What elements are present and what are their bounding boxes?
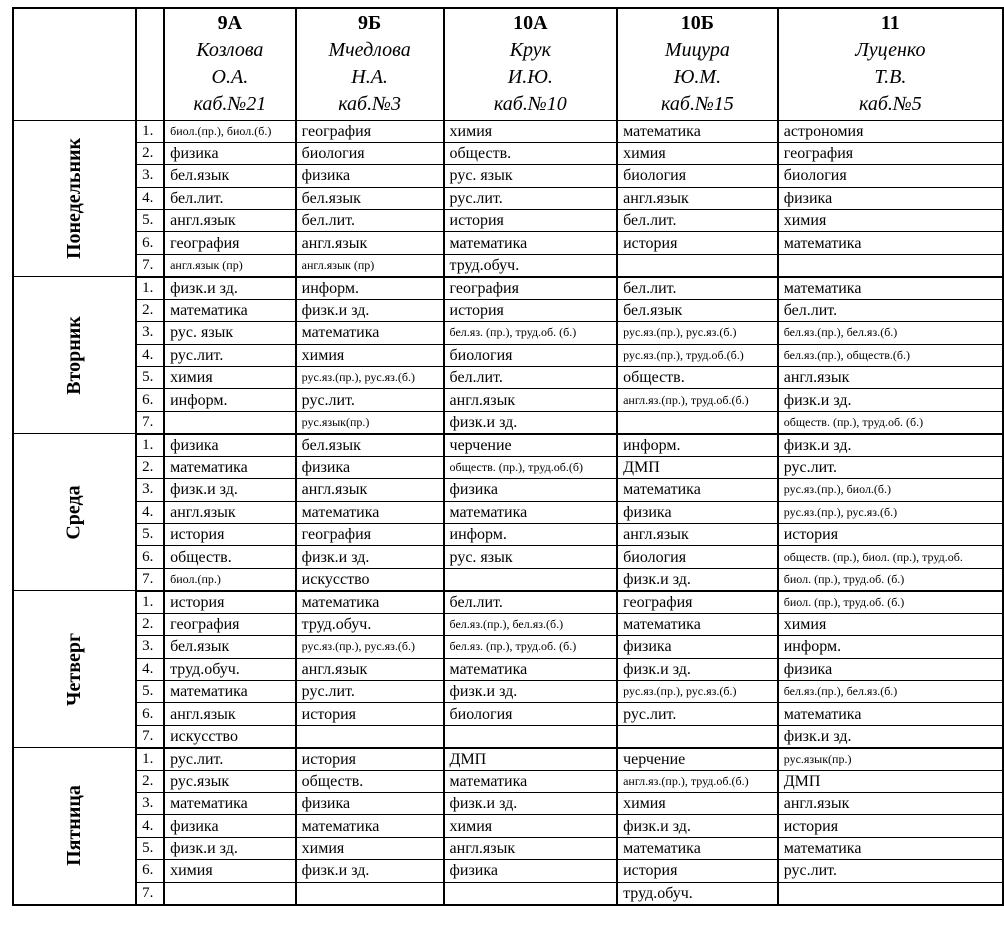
cell-10b: рус.лит. [617,703,778,725]
lesson-number: 5. [136,837,164,859]
cell-11: англ.язык [778,367,1003,389]
cell-10a: бел.лит. [444,367,618,389]
lesson-number: 2. [136,299,164,321]
lesson-number: 4. [136,815,164,837]
cell-10b: англ.язык [617,523,778,545]
cell-10b: ДМП [617,456,778,478]
lesson-number: 6. [136,860,164,882]
cell-9b: география [296,120,444,142]
table-row [13,725,1003,748]
cell-11: история [778,523,1003,545]
cell-9b: математика [296,591,444,614]
cell-11: биол. (пр.), труд.об. (б.) [778,591,1003,614]
table-row [13,120,1003,142]
cell-10b: география [617,591,778,614]
schedule-table [12,7,1004,906]
cell-10a: физк.и зд. [444,411,618,434]
cell-11: химия [778,613,1003,635]
cell-9b: рус.лит. [296,389,444,411]
cell-9a: физика [164,142,296,164]
cell-10b: физика [617,501,778,523]
cell-10b [617,254,778,277]
cell-9b: бел.язык [296,434,444,457]
cell-9a: математика [164,680,296,702]
cell-9b: англ.язык (пр) [296,254,444,277]
cell-10b: математика [617,837,778,859]
cell-10a: труд.обуч. [444,254,618,277]
cell-10b: рус.яз.(пр.), рус.яз.(б.) [617,680,778,702]
cell-10b: бел.лит. [617,277,778,300]
cell-9b: математика [296,322,444,344]
cell-11: бел.яз.(пр.), обществ.(б.) [778,344,1003,366]
table-row [13,882,1003,905]
cell-10b: информ. [617,434,778,457]
class-name: 10А [513,12,548,35]
cell-11: обществ. (пр.), биол. (пр.), труд.об. [778,546,1003,568]
cell-11 [778,882,1003,905]
lesson-number: 7. [136,568,164,591]
cell-9b: рус.яз.(пр.), рус.яз.(б.) [296,636,444,658]
table-row [13,389,1003,411]
cell-10a: бел.яз. (пр.), труд.об. (б.) [444,636,618,658]
lesson-number: 5. [136,523,164,545]
cell-9b: физика [296,456,444,478]
cell-9a: биол.(пр.) [164,568,296,591]
cell-9a: англ.язык [164,703,296,725]
class-name: 10Б [680,12,715,35]
cell-10b: биология [617,546,778,568]
table-row [13,546,1003,568]
day-name: Среда [63,485,86,540]
teacher-surname: Мицура [664,39,730,62]
teacher-surname: Козлова [196,39,264,62]
cell-10a: бел.яз. (пр.), труд.об. (б.) [444,322,618,344]
cell-11: математика [778,703,1003,725]
cell-10b: физк.и зд. [617,658,778,680]
cell-11: биол. (пр.), труд.об. (б.) [778,568,1003,591]
cell-9b: физика [296,165,444,187]
day-name-cell [13,591,136,748]
cell-9a: рус.язык [164,770,296,792]
cell-10b: химия [617,793,778,815]
class-header-9a [164,8,296,120]
cell-9a: рус.лит. [164,748,296,771]
cell-11: география [778,142,1003,164]
cell-9b: математика [296,501,444,523]
cell-9a: англ.язык (пр) [164,254,296,277]
cell-10a [444,725,618,748]
teacher-initials: Т.В. [874,66,907,89]
lesson-number: 4. [136,501,164,523]
teacher-initials: Н.А. [351,66,388,89]
lesson-number: 6. [136,232,164,254]
cell-9a: бел.лит. [164,187,296,209]
cell-10a: история [444,210,618,232]
cell-11: математика [778,837,1003,859]
cell-11: бел.лит. [778,299,1003,321]
cell-9b: бел.язык [296,187,444,209]
cell-9b: труд.обуч. [296,613,444,635]
cell-11: рус.лит. [778,860,1003,882]
lesson-number: 6. [136,703,164,725]
table-row [13,411,1003,434]
lesson-number: 5. [136,210,164,232]
cell-10b: история [617,860,778,882]
lesson-number: 7. [136,882,164,905]
cell-11: физк.и зд. [778,725,1003,748]
day-name-cell [13,434,136,591]
cell-10b: математика [617,479,778,501]
cell-10a [444,568,618,591]
cell-9b: математика [296,815,444,837]
table-row [13,613,1003,635]
cell-11: физика [778,658,1003,680]
table-row [13,479,1003,501]
cell-11: математика [778,232,1003,254]
cell-9a: бел.язык [164,636,296,658]
table-row [13,748,1003,771]
table-row [13,501,1003,523]
cell-9b: физк.и зд. [296,546,444,568]
cell-9b: биология [296,142,444,164]
room-number: каб.№5 [858,93,922,116]
room-number: каб.№15 [661,93,734,116]
day-name-cell [13,120,136,277]
cell-10b: химия [617,142,778,164]
cell-9a: математика [164,793,296,815]
cell-10b: черчение [617,748,778,771]
cell-9a: англ.язык [164,210,296,232]
cell-10a: математика [444,658,618,680]
cell-9b: физика [296,793,444,815]
table-row [13,703,1003,725]
cell-9b: история [296,748,444,771]
cell-10a: физк.и зд. [444,680,618,702]
room-number: каб.№21 [193,93,267,116]
cell-9a: бел.язык [164,165,296,187]
day-name: Понедельник [63,137,86,259]
table-row [13,770,1003,792]
cell-9a: химия [164,860,296,882]
cell-9b [296,882,444,905]
cell-11: математика [778,277,1003,300]
cell-9b: рус.язык(пр.) [296,411,444,434]
cell-11: история [778,815,1003,837]
cell-10b: математика [617,120,778,142]
table-row [13,210,1003,232]
schedule-body [13,120,1003,905]
table-row [13,434,1003,457]
cell-10a: черчение [444,434,618,457]
header-corner-day [13,8,136,120]
cell-10a: история [444,299,618,321]
class-header-11 [778,8,1003,120]
cell-10b: англ.язык [617,187,778,209]
table-row [13,277,1003,300]
cell-10b: англ.яз.(пр.), труд.об.(б.) [617,770,778,792]
cell-9a: рус. язык [164,322,296,344]
class-name: 9Б [357,12,382,35]
cell-9a: химия [164,367,296,389]
cell-10a: информ. [444,523,618,545]
cell-10a: бел.яз.(пр.), бел.яз.(б.) [444,613,618,635]
cell-11: ДМП [778,770,1003,792]
table-row [13,636,1003,658]
table-row [13,658,1003,680]
cell-10a: обществ. (пр.), труд.об.(б) [444,456,618,478]
teacher-surname: Крук [509,39,551,62]
lesson-number: 6. [136,389,164,411]
cell-9a: физика [164,815,296,837]
lesson-number: 7. [136,254,164,277]
lesson-number: 4. [136,344,164,366]
lesson-number: 3. [136,165,164,187]
cell-9a [164,411,296,434]
cell-9b: физк.и зд. [296,860,444,882]
room-number: каб.№3 [338,93,401,116]
cell-11: биология [778,165,1003,187]
table-row [13,142,1003,164]
cell-9a: география [164,232,296,254]
lesson-number: 1. [136,434,164,457]
cell-10b [617,725,778,748]
cell-10b: обществ. [617,367,778,389]
cell-9a: математика [164,456,296,478]
cell-10a [444,882,618,905]
table-row [13,815,1003,837]
cell-10a: математика [444,770,618,792]
cell-9a: история [164,523,296,545]
cell-10a: ДМП [444,748,618,771]
cell-9a: математика [164,299,296,321]
cell-10a: обществ. [444,142,618,164]
lesson-number: 7. [136,725,164,748]
lesson-number: 3. [136,479,164,501]
cell-10b: бел.лит. [617,210,778,232]
teacher-surname: Мчедлова [328,39,411,62]
cell-10b: бел.язык [617,299,778,321]
cell-9b: искусство [296,568,444,591]
cell-11: обществ. (пр.), труд.об. (б.) [778,411,1003,434]
teacher-initials: О.А. [211,66,249,89]
cell-9b: география [296,523,444,545]
class-name: 11 [880,12,900,35]
table-row [13,344,1003,366]
cell-10a: география [444,277,618,300]
cell-9b: химия [296,344,444,366]
lesson-number: 5. [136,680,164,702]
cell-10a: биология [444,344,618,366]
lesson-number: 2. [136,613,164,635]
cell-9a: география [164,613,296,635]
table-row [13,232,1003,254]
cell-11: рус.лит. [778,456,1003,478]
cell-11: бел.яз.(пр.), бел.яз.(б.) [778,322,1003,344]
cell-11: рус.яз.(пр.), биол.(б.) [778,479,1003,501]
cell-10a: физк.и зд. [444,793,618,815]
cell-10a: англ.язык [444,837,618,859]
cell-11: рус.яз.(пр.), рус.яз.(б.) [778,501,1003,523]
cell-11: химия [778,210,1003,232]
lesson-number: 5. [136,367,164,389]
day-name: Вторник [63,316,86,395]
lesson-number: 4. [136,658,164,680]
cell-9a: искусство [164,725,296,748]
cell-10b: физика [617,636,778,658]
lesson-number: 3. [136,636,164,658]
cell-10a: физика [444,860,618,882]
cell-10a: рус.лит. [444,187,618,209]
lesson-number: 2. [136,770,164,792]
cell-9a: англ.язык [164,501,296,523]
cell-10b: англ.яз.(пр.), труд.об.(б.) [617,389,778,411]
table-row [13,860,1003,882]
lesson-number: 3. [136,793,164,815]
cell-11: физк.и зд. [778,389,1003,411]
class-name: 9А [217,12,243,35]
class-header-9b [296,8,444,120]
cell-10b: биология [617,165,778,187]
table-row [13,793,1003,815]
table-row [13,568,1003,591]
day-name-cell [13,748,136,905]
day-name: Пятница [63,785,86,867]
cell-10b: история [617,232,778,254]
cell-9a: труд.обуч. [164,658,296,680]
cell-9a: биол.(пр.), биол.(б.) [164,120,296,142]
cell-10a: бел.лит. [444,591,618,614]
table-row [13,523,1003,545]
cell-11: астрономия [778,120,1003,142]
lesson-number: 1. [136,277,164,300]
cell-9b: физк.и зд. [296,299,444,321]
table-row [13,680,1003,702]
room-number: каб.№10 [493,93,567,116]
class-header-10a [444,8,618,120]
teacher-initials: И.Ю. [507,66,553,89]
lesson-number: 1. [136,748,164,771]
lesson-number: 1. [136,591,164,614]
cell-10b: труд.обуч. [617,882,778,905]
table-row [13,254,1003,277]
cell-10b [617,411,778,434]
cell-9b [296,725,444,748]
cell-10a: биология [444,703,618,725]
cell-9a: рус.лит. [164,344,296,366]
lesson-number: 2. [136,456,164,478]
cell-10a: рус. язык [444,165,618,187]
cell-11: англ.язык [778,793,1003,815]
cell-9a: физика [164,434,296,457]
table-row [13,299,1003,321]
cell-11: бел.яз.(пр.), бел.яз.(б.) [778,680,1003,702]
cell-9b: бел.лит. [296,210,444,232]
cell-10b: физк.и зд. [617,815,778,837]
header-row [13,8,1003,120]
class-header-10b [617,8,778,120]
table-row [13,187,1003,209]
cell-9a: история [164,591,296,614]
table-row [13,322,1003,344]
cell-10b: рус.яз.(пр.), труд.об.(б.) [617,344,778,366]
header-corner-number [136,8,164,120]
cell-9a: физк.и зд. [164,837,296,859]
cell-9a: физк.и зд. [164,277,296,300]
lesson-number: 2. [136,142,164,164]
cell-9a: физк.и зд. [164,479,296,501]
day-name-cell [13,277,136,434]
lesson-number: 6. [136,546,164,568]
table-row [13,367,1003,389]
table-row [13,837,1003,859]
cell-11: информ. [778,636,1003,658]
lesson-number: 1. [136,120,164,142]
teacher-initials: Ю.М. [673,66,722,89]
cell-11: физк.и зд. [778,434,1003,457]
cell-10a: рус. язык [444,546,618,568]
cell-10a: физика [444,479,618,501]
cell-9b: химия [296,837,444,859]
cell-9a [164,882,296,905]
table-row [13,165,1003,187]
cell-11: рус.язык(пр.) [778,748,1003,771]
day-name: Четверг [63,632,86,706]
cell-10b: рус.яз.(пр.), рус.яз.(б.) [617,322,778,344]
cell-9b: информ. [296,277,444,300]
teacher-surname: Луценко [855,39,926,62]
cell-9a: обществ. [164,546,296,568]
cell-11 [778,254,1003,277]
cell-9b: англ.язык [296,658,444,680]
cell-9b: рус.лит. [296,680,444,702]
cell-10a: химия [444,120,618,142]
cell-10a: химия [444,815,618,837]
cell-10a: математика [444,501,618,523]
cell-9b: англ.язык [296,232,444,254]
cell-9b: рус.яз.(пр.), рус.яз.(б.) [296,367,444,389]
cell-9b: обществ. [296,770,444,792]
cell-9b: история [296,703,444,725]
cell-10a: англ.язык [444,389,618,411]
table-row [13,591,1003,614]
cell-10a: математика [444,232,618,254]
cell-10b: физк.и зд. [617,568,778,591]
cell-10b: математика [617,613,778,635]
cell-9b: англ.язык [296,479,444,501]
cell-9a: информ. [164,389,296,411]
lesson-number: 7. [136,411,164,434]
lesson-number: 4. [136,187,164,209]
cell-11: физика [778,187,1003,209]
table-row [13,456,1003,478]
lesson-number: 3. [136,322,164,344]
